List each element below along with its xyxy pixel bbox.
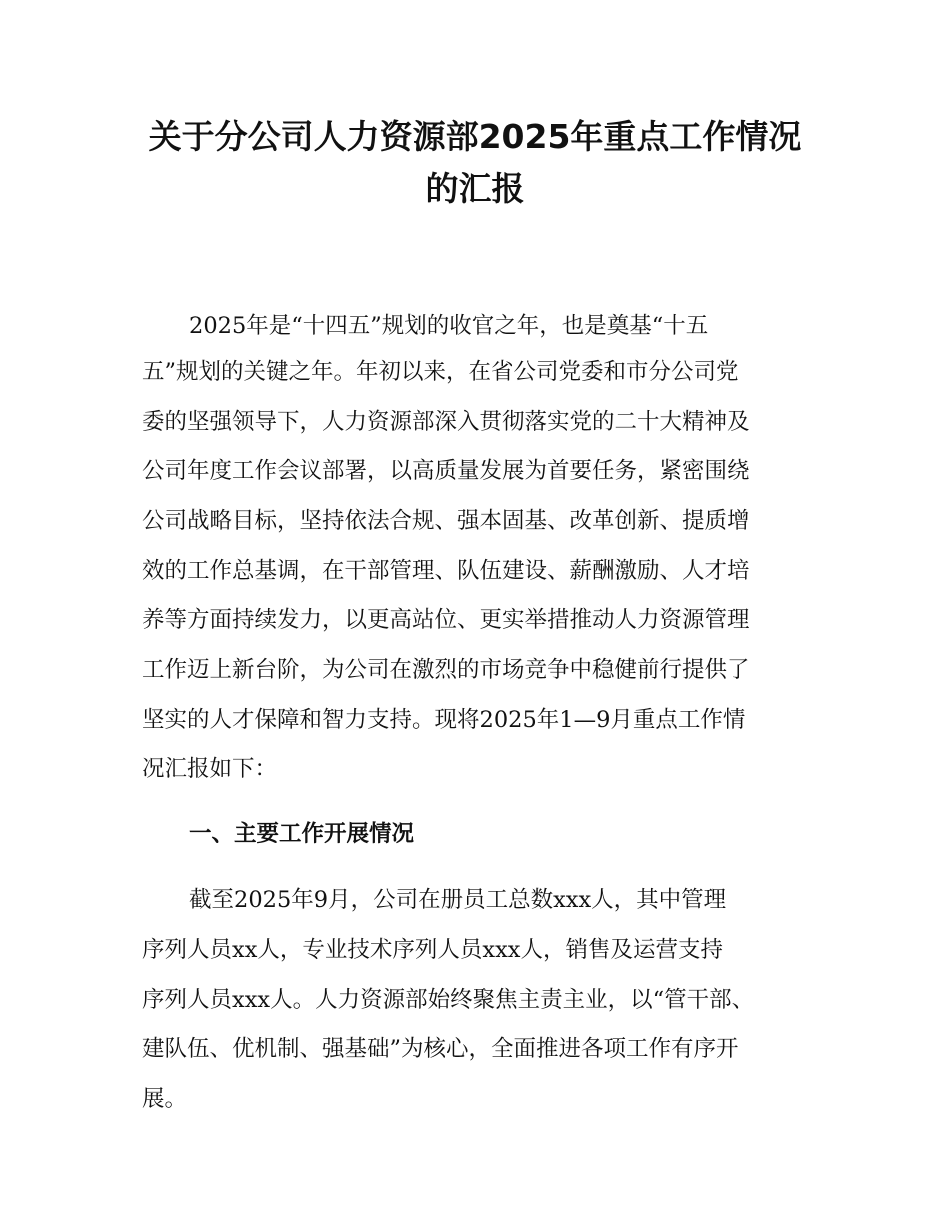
intro-line-1: 2025年是“十四五”规划的收官之年，也是奠基“十五 <box>189 313 709 339</box>
document-title-line-1: 关于分公司人力资源部2025年重点工作情况 <box>148 117 802 156</box>
section-1-line-4: 建队伍、优机制、强基础”为核心，全面推进各项工作有序开 <box>142 1036 739 1062</box>
section-1-line-5: 展。 <box>142 1086 188 1112</box>
document-title-line-2: 的汇报 <box>425 169 525 208</box>
intro-line-3: 委的坚强领导下，人力资源部深入贯彻落实党的二十大精神及 <box>142 409 750 435</box>
section-1-line-1: 截至2025年9月，公司在册员工总数xxx人，其中管理 <box>189 887 727 913</box>
section-1-line-3: 序列人员xxx人。人力资源部始终聚焦主责主业，以“管干部、 <box>142 987 755 1013</box>
intro-line-4: 公司年度工作会议部署，以高质量发展为首要任务，紧密围绕 <box>142 458 750 484</box>
intro-line-6: 效的工作总基调，在干部管理、队伍建设、薪酬激励、人才培 <box>142 558 750 584</box>
section-1-heading: 一、主要工作开展情况 <box>189 821 415 847</box>
intro-line-5: 公司战略目标，坚持依法合规、强本固基、改革创新、提质增 <box>142 508 750 534</box>
intro-line-10: 况汇报如下： <box>142 756 278 782</box>
intro-line-7: 养等方面持续发力，以更高站位、更实举措推动人力资源管理 <box>142 607 750 633</box>
intro-line-2: 五”规划的关键之年。年初以来，在省公司党委和市分公司党 <box>142 359 739 385</box>
section-1-line-2: 序列人员xx人，专业技术序列人员xxx人，销售及运营支持 <box>142 937 723 963</box>
intro-line-8: 工作迈上新台阶，为公司在激烈的市场竞争中稳健前行提供了 <box>142 657 750 683</box>
intro-line-9: 坚实的人才保障和智力支持。现将2025年1—9月重点工作情 <box>142 707 746 733</box>
